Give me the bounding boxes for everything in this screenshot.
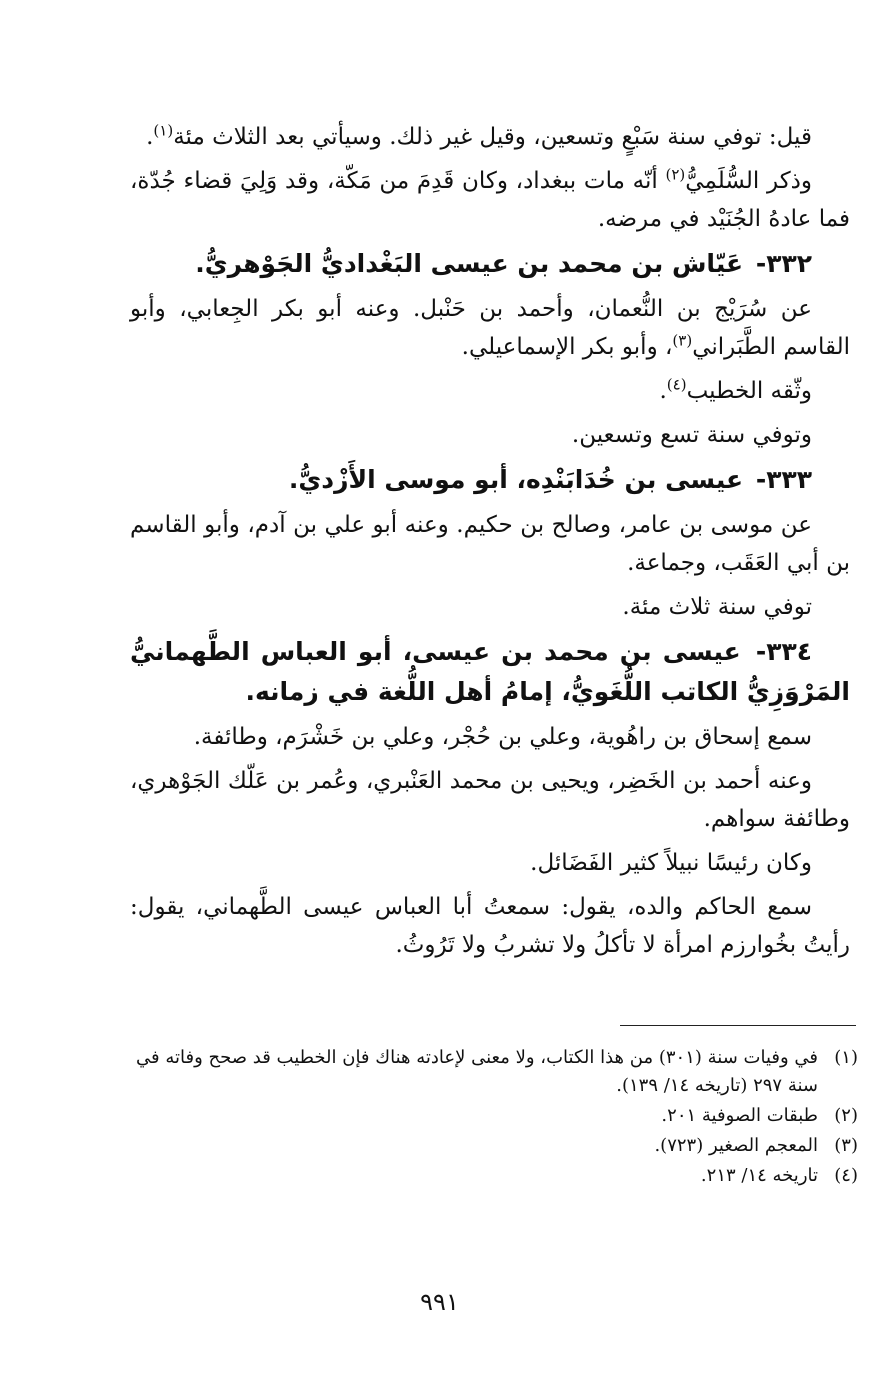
paragraph-text: أنّه مات ببغداد، وكان قَدِمَ من مَكّة، وقد وَلِيَ قضاء جُدّة، فما عادهُ الجُنَيْد في مرضه. — [130, 168, 850, 232]
entry-number: ٣٣٣- — [755, 465, 812, 494]
paragraph — [130, 290, 850, 366]
footnote-item — [136, 1132, 858, 1160]
footnote-ref[interactable]: (٢) — [665, 165, 686, 184]
footnote-number: (٣) — [834, 1135, 858, 1156]
footnote-item — [136, 1162, 858, 1190]
page-body — [130, 118, 850, 970]
paragraph: سمع إسحاق بن راهُوية، وعلي بن حُجْر، وعلي بن خَشْرَم، وطائفة. — [193, 724, 812, 750]
paragraph: توفي سنة ثلاث مئة. — [622, 594, 812, 620]
paragraph: وكان رئيسًا نبيلاً كثير الفَضَائل. — [530, 850, 812, 876]
footnote-ref[interactable]: (١) — [153, 121, 174, 140]
entry-number: ٣٣٤- — [755, 637, 812, 666]
footnote-ref[interactable]: (٤) — [666, 375, 687, 394]
paragraph-text: . — [659, 378, 667, 404]
paragraph — [130, 118, 850, 156]
footnote-item — [136, 1044, 858, 1100]
footnote-divider — [620, 1025, 856, 1026]
paragraph-text: قيل: توفي سنة سَبْعٍ وتسعين، وقيل غير ذلك. وسيأتي بعد الثلاث مئة — [173, 124, 812, 150]
footnote-number: (٢) — [834, 1105, 858, 1126]
footnote-ref[interactable]: (٣) — [672, 331, 693, 350]
footnote-text: تاريخه ١٤/ ٢١٣. — [700, 1165, 818, 1186]
entry-title: عيسى بن محمد بن عيسى، أبو العباس الطَّهمانيُّ المَرْوَزِيُّ الكاتب اللُّغَويُّ، إمامُ أهل اللُّغة في زمانه. — [130, 637, 850, 706]
paragraph: عن موسى بن عامر، وصالح بن حكيم. وعنه أبو علي بن آدم، وأبو القاسم بن أبي العَقَب، وجماعة. — [130, 512, 850, 576]
footnote-number: (١) — [834, 1047, 858, 1068]
paragraph-text: وثّقه الخطيب — [686, 378, 812, 404]
entry-title: عيسى بن خُدَابَنْدِه، أبو موسى الأَزْديُّ. — [288, 465, 744, 494]
footnote-text: في وفيات سنة (٣٠١) من هذا الكتاب، ولا معنى لإعادته هناك فإن الخطيب قد صحح وفاته في سنة ٢٩٧ (تاريخه ١٤/ ١٣٩). — [136, 1047, 818, 1096]
paragraph-text: . — [146, 124, 154, 150]
entry-heading — [130, 460, 850, 500]
footnote-number: (٤) — [834, 1165, 858, 1186]
entry-heading — [130, 244, 850, 284]
footnote-text: طبقات الصوفية ٢٠١. — [661, 1105, 818, 1126]
footnotes — [136, 1044, 858, 1192]
entry-number: ٣٣٢- — [755, 249, 812, 278]
paragraph: وعنه أحمد بن الخَضِر، ويحيى بن محمد العَنْبري، وعُمر بن عَلّك الجَوْهري، وطائفة سواهم. — [130, 768, 850, 832]
paragraph — [130, 162, 850, 238]
paragraph: سمع الحاكم والده، يقول: سمعتُ أبا العباس عيسى الطَّهماني، يقول: رأيتُ بخُوارزم امرأة لا تأكلُ ولا تشربُ ولا تَرُوثُ. — [130, 894, 850, 958]
paragraph-text: عن سُرَيْج بن النُّعمان، وأحمد بن حَنْبل. وعنه أبو بكر الجِعابي، وأبو القاسم الطَّبَراني — [130, 296, 850, 360]
page-number: ٩٩١ — [420, 1288, 459, 1316]
footnote-text: المعجم الصغير (٧٢٣). — [654, 1135, 818, 1156]
paragraph-text: وذكر السُّلَمِيُّ — [685, 168, 812, 194]
paragraph-text: ، وأبو بكر الإسماعيلي. — [461, 334, 673, 360]
paragraph — [130, 372, 850, 410]
paragraph: وتوفي سنة تسع وتسعين. — [571, 422, 812, 448]
entry-heading — [130, 632, 850, 712]
footnote-item — [136, 1102, 858, 1130]
entry-title: عَيّاش بن محمد بن عيسى البَغْداديُّ الجَوْهريُّ. — [195, 249, 744, 278]
